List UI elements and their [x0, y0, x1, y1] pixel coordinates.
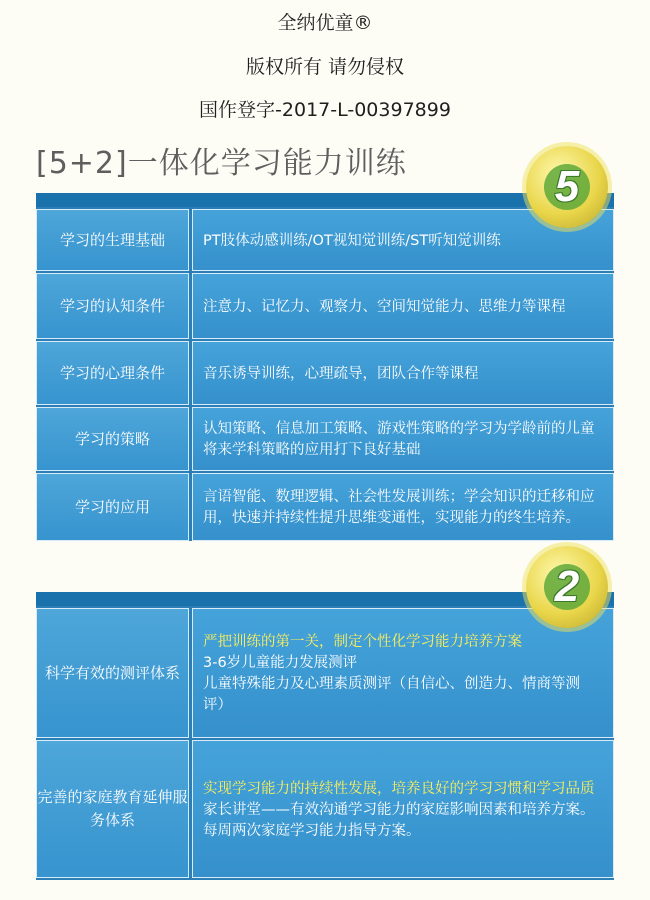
row-label: 完善的家庭教育延伸服务体系 — [36, 740, 189, 878]
row-content: 严把训练的第一关，制定个性化学习能力培养方案 3-6岁儿童能力发展测评 儿童特殊能力及心理素质测评（自信心、创造力、情商等测评） — [192, 608, 614, 738]
brand-text: 全纳优童® — [277, 12, 373, 34]
page-title: [5+2]一体化学习能力训练 — [36, 146, 407, 181]
highlight-text: 实现学习能力的持续性发展，培养良好的学习习惯和学习品质 — [203, 780, 595, 797]
row-content: 注意力、记忆力、观察力、空间知觉能力、思维力等课程 — [192, 273, 614, 339]
table-row — [36, 273, 614, 339]
row-label: 学习的心理条件 — [36, 341, 189, 405]
row-content: 认知策略、信息加工策略、游戏性策略的学习为学龄前的儿童将来学科策略的应用打下良好基础 — [192, 407, 614, 471]
section-two — [36, 592, 614, 880]
copyright-text: 版权所有 请勿侵权 — [245, 56, 405, 78]
badge-two-icon: 2 — [526, 546, 608, 628]
table-row — [36, 473, 614, 541]
table-row — [36, 608, 614, 738]
row-label: 科学有效的测评体系 — [36, 608, 189, 738]
row-label: 学习的策略 — [36, 407, 189, 471]
table-row — [36, 209, 614, 271]
highlight-text: 严把训练的第一关，制定个性化学习能力培养方案 — [203, 634, 522, 650]
row-content: 实现学习能力的持续性发展，培养良好的学习习惯和学习品质 家长讲堂——有效沟通学习能力的家庭影响因素和培养方案。 每周两次家庭学习能力指导方案。 — [192, 740, 614, 878]
row-label: 学习的认知条件 — [36, 273, 189, 339]
row-label: 学习的应用 — [36, 473, 189, 541]
section-five — [36, 193, 614, 541]
row-content: PT肢体动感训练/OT视知觉训练/ST听知觉训练 — [192, 209, 614, 271]
badge-five-icon: 5 — [526, 146, 608, 228]
registration-text: 国作登字-2017-L-00397899 — [199, 99, 451, 121]
row-label: 学习的生理基础 — [36, 209, 189, 271]
table-row — [36, 341, 614, 405]
table-row — [36, 740, 614, 878]
row-content: 音乐诱导训练，心理疏导，团队合作等课程 — [192, 341, 614, 405]
row-content: 言语智能、数理逻辑、社会性发展训练；学会知识的迁移和应用，快速并持续性提升思维变通性，实现能力的终生培养。 — [192, 473, 614, 541]
table-row — [36, 407, 614, 471]
